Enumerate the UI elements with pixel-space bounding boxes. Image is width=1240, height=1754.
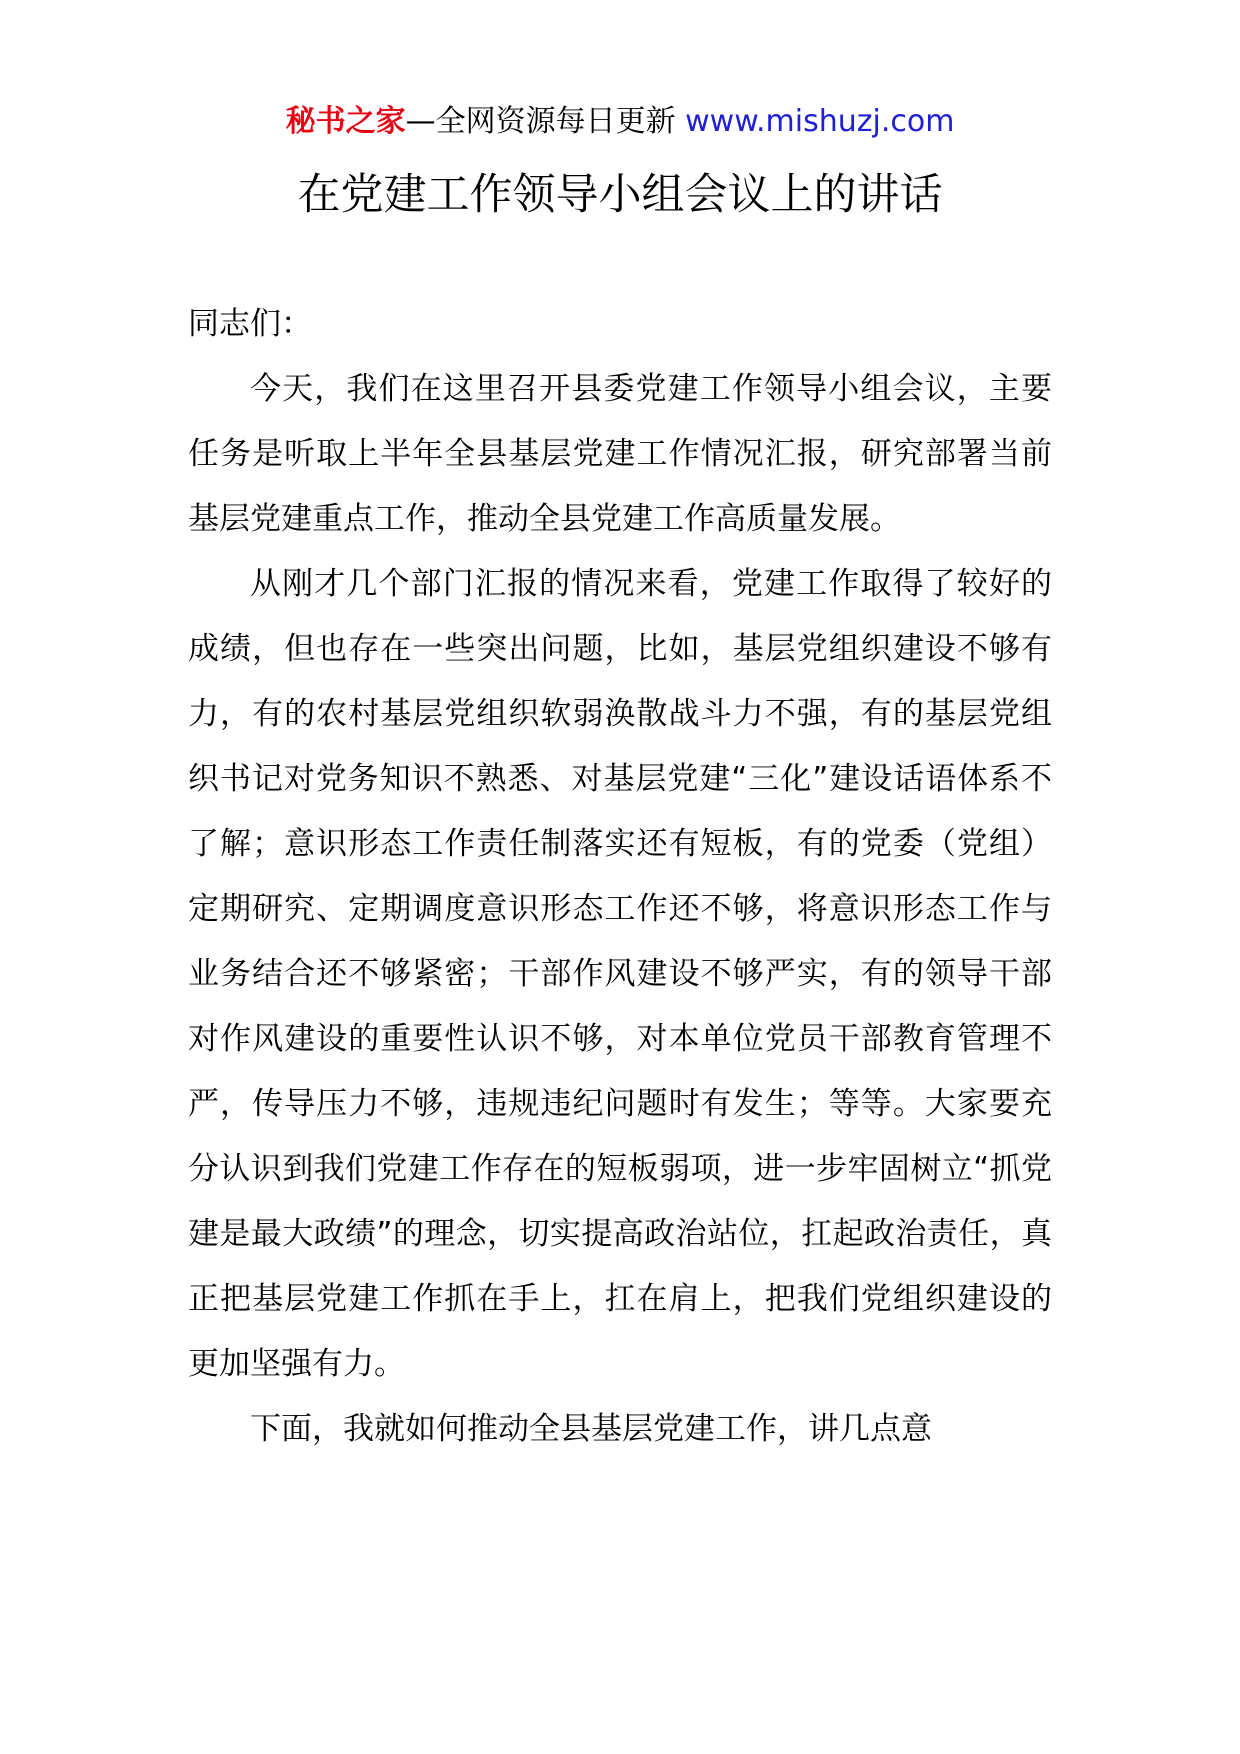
site-slogan: —全网资源每日更新 (405, 104, 686, 139)
paragraph-3: 下面，我就如何推动全县基层党建工作，讲几点意 (250, 1411, 932, 1447)
site-brand: 秘书之家 (285, 104, 406, 139)
salutation: 同志们： (188, 306, 312, 342)
site-header (0, 100, 1240, 144)
site-url-link[interactable]: www.mishuzj.com (685, 104, 955, 139)
document-body (188, 292, 1052, 1462)
paragraph-1: 今天，我们在这里召开县委党建工作领导小组会议，主要任务是听取上半年全县基层党建工作情况汇报，研究部署当前基层党建重点工作，推动全县党建工作高质量发展。 (188, 371, 1052, 537)
paragraph-2: 从刚才几个部门汇报的情况来看，党建工作取得了较好的成绩，但也存在一些突出问题，比如，基层党组织建设不够有力，有的农村基层党组织软弱涣散战斗力不强，有的基层党组织书记对党务知识不熟悉、对基层党建“三化”建设话语体系不了解；意识形态工作责任制落实还有短板，有的党委（党组）定期研究、定期调度意识形态工作还不够，将意识形态工作与业务结合还不够紧密；干部作风建设不够严实，有的领导干部对作风建设的重要性认识不够，对本单位党员干部教育管理不严，传导压力不够，违规违纪问题时有发生；等等。大家要充分认识到我们党建工作存在的短板弱项，进一步牢固树立“抓党建是最大政绩”的理念，切实提高政治站位，扛起政治责任，真正把基层党建工作抓在手上，扛在肩上，把我们党组织建设的更加坚强有力。 (188, 566, 1052, 1382)
document-title: 在党建工作领导小组会议上的讲话 (297, 170, 943, 220)
